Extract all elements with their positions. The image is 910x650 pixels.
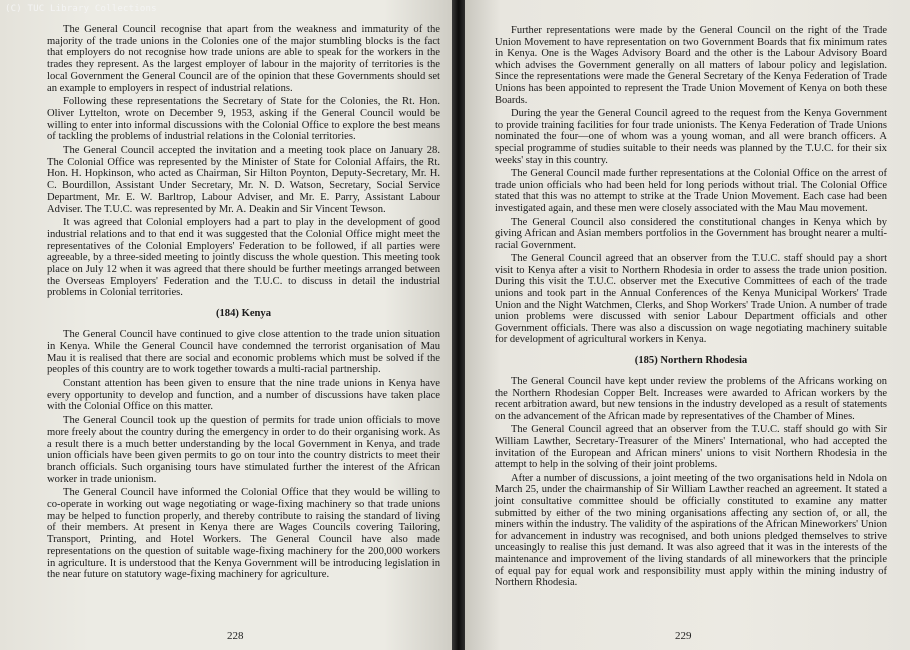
paragraph: The General Council made further representations at the Colonial Office on the arrest of trade union officials who had been held for long periods without trial. The Colonial Office stated that this was no attempt to strike at the Trade Union Movement. Each case had been investigated again, and these men were closely associated with the Mau Mau movement. xyxy=(495,168,887,214)
left-page-body xyxy=(47,24,440,581)
page-number-left: 228 xyxy=(227,630,244,642)
right-page-body xyxy=(495,25,887,589)
paragraph: Following these representations the Secretary of State for the Colonies, the Rt. Hon. Oliver Lyttelton, wrote on December 9, 1953, asking if the General Council would be willing to enter into informal discussions with the Colonial Office to explore the best means of tackling the problems of industrial relations in the Colonial territories. xyxy=(47,96,440,143)
paragraph: The General Council have informed the Colonial Office that they would be willing to co-operate in working out wage negotiating or wage-fixing machinery so that trade unions may be helped to function properly, and thereby contribute to raising the standard of living of their members. At present in Kenya there are Wages Councils covering Tailoring, Transport, Printing, and Hotel Workers. The General Council have also made representations on the question of suitable wage-fixing machinery for the 200,000 workers in agriculture. It is understood that the Kenya Government will be introducing legislation in the near future on statutory wage-fixing machinery for agriculture. xyxy=(47,487,440,581)
paragraph: The General Council recognise that apart from the weakness and immaturity of the majority of the trade unions in the Colonies one of the major stumbling blocks is the fact that employers do not recognise how trade unions are able to speak for the workers in the trades they represent. As the largest employer of labour in the majority of territories is the local Government the General Council are of the opinion that these Governments should set an example to employers in respect of industrial relations. xyxy=(47,24,440,94)
collection-watermark: (C) TUC Library Collections xyxy=(5,4,157,14)
paragraph: The General Council accepted the invitation and a meeting took place on January 28. The Colonial Office was represented by the Minister of State for Colonial Affairs, the Rt. Hon. H. Hopkinson, who acted as Chairman, Sir Hilton Poynton, Deputy-Secretary, Mr. H. C. Bourdillon, Assistant Under Secretary, Mr. N. D. Watson, Secretary, Social Service Department, Mr. E. W. Barltrop, Labour Adviser, and Mr. E. Parry, Assistant Labour Adviser. The T.U.C. was represented by Mr. A. Deakin and Sir Vincent Tewson. xyxy=(47,145,440,215)
paragraph: The General Council agreed that an observer from the T.U.C. staff should pay a short visit to Kenya after a visit to Northern Rhodesia in order to assess the trade union position. During this visit the T.U.C. observer met the Executive Committees of each of the trade unions and took part in the Annual Conferences of the Kenya Municipal Workers' Trade Union and the Night Watchmen, Clerks, and Shop Workers' Trade Union. A number of trade union problems were discussed with senior Labour Department officials and other Government officials. There was also a discussion on wage negotiating machinery suitable for development of agricultural workers in Kenya. xyxy=(495,253,887,346)
paragraph: Further representations were made by the General Council on the right of the Trade Union Movement to have representation on two Government Boards that fix minimum rates in Kenya. One is the Wages Advisory Board and the other is the Labour Advisory Board which advises the Government generally on all matters of labour policy and legislation. Since the representations were made the General Secretary of the Kenya Federation of Trade Unions has been appointed to represent the Trade Union Movement of Kenya on both these Boards. xyxy=(495,25,887,106)
paragraph: During the year the General Council agreed to the request from the Kenya Government to provide training facilities for four trade unionists. The Kenya Federation of Trade Unions nominated the four—one of whom was a young woman, and all were branch officers. A special programme of studies suitable to their needs was planned by the T.U.C. for their six weeks' stay in this country. xyxy=(495,108,887,166)
section-heading: (185) Northern Rhodesia xyxy=(634,355,748,367)
paragraph: After a number of discussions, a joint meeting of the two organisations held in Ndola on March 25, under the chairmanship of Sir William Lawther reached an agreement. It stated a joint consultative committee should be officially constituted to examine any matter submitted by either of the two mining organisations affecting any section of, or all, the miners within the industry. The validity of the aspirations of the African Mineworkers' Union for advancement in industry was recognised, and both unions pledged themselves to strive unceasingly to realise this just demand. It was also agreed that it was in the interests of the maintenance and improvement of the living standards of all mineworkers that the principle of equal pay for equal work and responsibility must apply within the mining industry of Northern Rhodesia. xyxy=(495,472,887,589)
left-page xyxy=(0,0,452,650)
paragraph: The General Council also considered the constitutional changes in Kenya which by giving African and Asian members portfolios in the Government has brought nearer a multi-racial Government. xyxy=(495,216,887,251)
section-heading: (184) Kenya xyxy=(215,308,272,320)
paragraph: The General Council took up the question of permits for trade union officials to move more freely about the country during the emergency in order to do their organising work. As a result there is a much better understanding by the local Government in Kenya, and trade union officials have been given permits to go on tour into the country districts to meet their branch officials. Such organising tours have stimulated further the interest of the African worker in trade unionism. xyxy=(47,415,440,485)
page-number-right: 229 xyxy=(675,630,692,642)
paragraph: Constant attention has been given to ensure that the nine trade unions in Kenya have every opportunity to develop and function, and a number of discussions have taken place with the Colonial Office on this matter. xyxy=(47,377,440,413)
right-page xyxy=(465,0,910,650)
book-gutter xyxy=(452,0,465,650)
paragraph: The General Council have kept under review the problems of the Africans working on the Northern Rhodesian Copper Belt. Increases were awarded to African workers by the recent arbitration award, but new tensions in the industry developed as a result of statements on the advancement of the African made by representatives of the Chamber of Mines. xyxy=(495,376,887,422)
paragraph: It was agreed that Colonial employers had a part to play in the development of good industrial relations and to that end it was suggested that the Colonial Office might meet the representatives of the Colonial Employers' Federation to be followed, if all parties were agreeable, by a three-sided meeting to jointly discuss the whole question. This meeting took place on July 12 when it was agreed that there should be further meetings arranged between the Overseas Employers' Federation and the T.U.C. to discuss in detail the industrial problems in Colonial territories. xyxy=(47,217,440,299)
paragraph: The General Council have continued to give close attention to the trade union situation in Kenya. While the General Council have condemned the terrorist organisation of Mau Mau it is realised that there are social and economic problems which must be solved if the peoples of this country are to work together towards a multi-racial partnership. xyxy=(47,329,440,376)
paragraph: The General Council agreed that an observer from the T.U.C. staff should go with Sir William Lawther, Secretary-Treasurer of the Miners' International, who had accepted the invitation of the European and African miners' unions to visit Northern Rhodesia in the attempt to help in the solving of their joint problems. xyxy=(495,424,887,471)
